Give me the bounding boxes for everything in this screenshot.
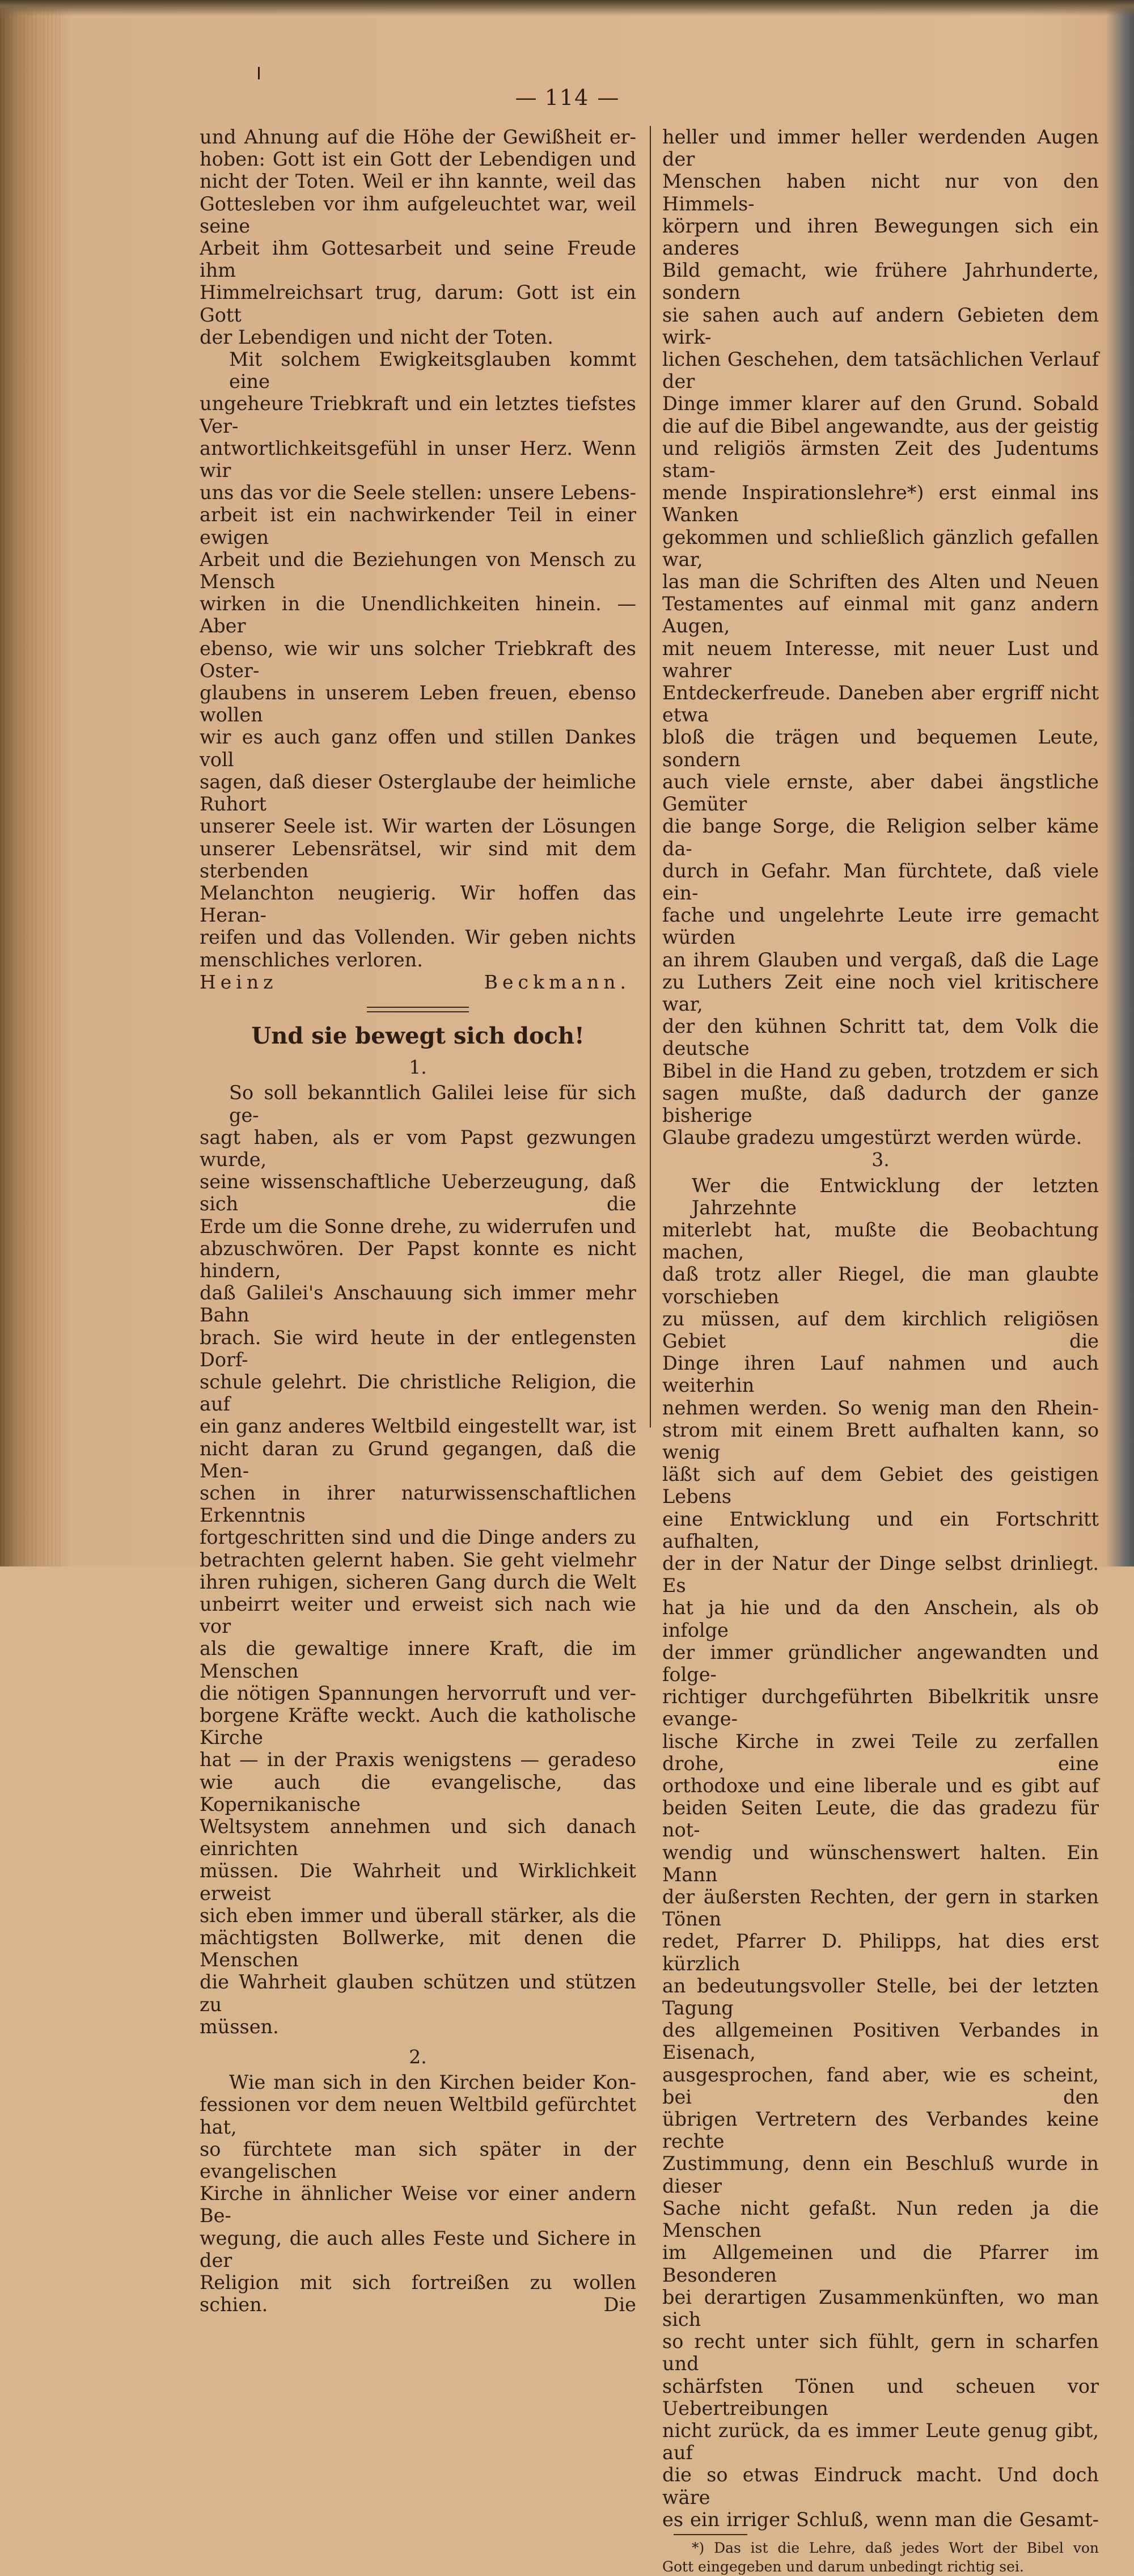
text-line: Bild gemacht, wie frühere Jahrhunderte, sondern <box>662 259 1099 304</box>
text-line: als die gewaltige innere Kraft, die im Menschen <box>200 1637 636 1682</box>
text-line: beiden Seiten Leute, die das gradezu für not- <box>662 1797 1099 1842</box>
text-line: nicht zurück, da es immer Leute genug gibt, auf <box>662 2419 1099 2464</box>
text-line: hat — in der Praxis wenigstens — geradeso <box>200 1749 636 1771</box>
text-line: im Allgemeinen und die Pfarrer im Besonderen <box>662 2241 1099 2286</box>
text-line: daß Galilei's Anschauung sich immer mehr Bahn <box>200 1282 636 1327</box>
text-line: zu müssen, auf dem kirchlich religiösen Gebiet die <box>662 1307 1099 1352</box>
text-line: betrachten gelernt haben. Sie geht vielmehr <box>200 1548 636 1571</box>
text-line: Dinge immer klarer auf den Grund. Sobald <box>662 392 1099 415</box>
text-line: wir es auch ganz offen und stillen Dankes voll <box>200 726 636 771</box>
text-line: menschliches verloren. <box>200 948 423 971</box>
text-line: brach. Sie wird heute in der entlegensten Dorf- <box>200 1326 636 1371</box>
text-line: mächtigsten Bollwerke, mit denen die Menschen <box>200 1927 636 1971</box>
page-number-dash-left: — <box>515 85 537 110</box>
text-line: wie auch die evangelische, das Kopernikanische <box>200 1771 636 1815</box>
text-line: uns das vor die Seele stellen: unsere Lebens- <box>200 482 636 504</box>
text-line: So soll bekanntlich Galilei leise für sich ge- <box>229 1082 636 1126</box>
text-line: Sache nicht gefaßt. Nun reden ja die Menschen <box>662 2197 1099 2242</box>
text-line: wirken in die Unendlichkeiten hinein. — Aber <box>200 593 636 637</box>
text-line: Wie man sich in den Kirchen beider Kon- <box>229 2071 636 2094</box>
text-line: an bedeutungsvoller Stelle, bei der letzten Tagung <box>662 1974 1099 2020</box>
text-line: Arbeit ihm Gottesarbeit und seine Freude ihm <box>200 237 636 282</box>
text-line: nicht der Toten. Weil er ihn kannte, weil das <box>200 170 636 193</box>
text-line: der Lebendigen und nicht der Toten. <box>200 326 553 348</box>
text-line: Religion mit sich fortreißen zu wollen schien. Die <box>200 2271 636 2316</box>
text-line: lichen Geschehen, dem tatsächlichen Verlauf der <box>662 348 1099 393</box>
section-3-text <box>662 1175 1099 2531</box>
text-line: eine Entwicklung und ein Fortschritt aufhalten, <box>662 1507 1099 1552</box>
right-column <box>662 126 1099 2576</box>
text-line: der äußersten Rechten, der gern in starken Tönen <box>662 1886 1099 1931</box>
column-divider <box>650 126 651 1428</box>
page-number-dash-right: — <box>597 85 619 110</box>
text-line: Melanchton neugierig. Wir hoffen das Heran- <box>200 881 636 927</box>
text-line: müssen. Die Wahrheit und Wirklichkeit erweist <box>200 1860 636 1904</box>
book-page-stack <box>0 0 62 1566</box>
section-number-2: 2. <box>409 2046 427 2068</box>
text-line: läßt sich auf dem Gebiet des geistigen Lebens <box>662 1463 1099 1508</box>
text-line: hat ja hie und da den Anschein, als ob infolge <box>662 1597 1099 1641</box>
text-line: Kirche in ähnlicher Weise vor einer andern Be- <box>200 2182 636 2227</box>
text-line: bloß die trägen und bequemen Leute, sondern <box>662 726 1099 771</box>
text-line: nicht daran zu Grund gegangen, daß die Men- <box>200 1437 636 1482</box>
text-line: unserer Seele ist. Wir warten der Lösungen <box>200 815 636 838</box>
section-2-text <box>200 2071 636 2316</box>
text-line: las man die Schriften des Alten und Neuen <box>662 571 1099 593</box>
section-number-3: 3. <box>871 1148 890 1171</box>
text-line: sich eben immer und überall stärker, als die <box>200 1904 636 1927</box>
signature: Heinz Beckmann. <box>200 970 631 993</box>
text-line: die so etwas Eindruck macht. Und doch wäre <box>662 2464 1099 2509</box>
section-number-1: 1. <box>409 1056 427 1079</box>
text-line: Entdeckerfreude. Daneben aber ergriff nicht etwa <box>662 682 1099 727</box>
text-line: borgene Kräfte weckt. Auch die katholische Kirche <box>200 1704 636 1749</box>
text-line: Erde um die Sonne drehe, zu widerrufen und <box>200 1215 636 1238</box>
text-line: *) Das ist die Lehre, daß jedes Wort der Bibel von <box>692 2539 1099 2556</box>
footnote-rule <box>674 2534 747 2535</box>
text-line: antwortlichkeitsgefühl in unser Herz. Wenn wir <box>200 437 636 482</box>
text-line: wegung, die auch alles Feste und Sichere in der <box>200 2227 636 2271</box>
section-divider <box>367 1007 469 1012</box>
text-line: mit neuem Interesse, mit neuer Lust und wahrer <box>662 637 1099 682</box>
text-line: gekommen und schließlich gänzlich gefallen war, <box>662 526 1099 571</box>
text-line: Testamentes auf einmal mit ganz andern Augen, <box>662 593 1099 637</box>
text-line: so recht unter sich fühlt, gern in scharfen und <box>662 2330 1099 2375</box>
text-line: müssen. <box>200 2015 279 2038</box>
text-line: der in der Natur der Dinge selbst drinliegt. Es <box>662 1552 1099 1597</box>
text-line: nehmen werden. So wenig man den Rhein- <box>662 1396 1099 1419</box>
text-line: Gott eingegeben und darum unbedingt richtig sei. <box>662 2558 1024 2575</box>
text-line: die Wahrheit glauben schützen und stützen zu <box>200 1971 636 2016</box>
section-2-continued <box>662 126 1099 1148</box>
text-line: Himmelreichsart trug, darum: Gott ist ein Gott <box>200 281 636 326</box>
paragraph-1 <box>200 126 636 348</box>
text-line: die nötigen Spannungen hervorruft und ver- <box>200 1682 636 1704</box>
text-line: der den kühnen Schritt tat, dem Volk die deutsche <box>662 1015 1099 1060</box>
left-column <box>200 126 636 2316</box>
paragraph-2 <box>200 348 636 971</box>
text-line: Bibel in die Hand zu geben, trotzdem er sich <box>662 1059 1099 1082</box>
text-line: an ihrem Glauben und vergaß, daß die Lage <box>662 948 1099 971</box>
text-line: fortgeschritten sind und die Dinge anders zu <box>200 1526 636 1549</box>
text-line: miterlebt hat, mußte die Beobachtung machen, <box>662 1218 1099 1264</box>
text-line: Dinge ihren Lauf nahmen und auch weiterhin <box>662 1352 1099 1397</box>
ink-mark <box>258 67 260 79</box>
text-line: fache und ungelehrte Leute irre gemacht würden <box>662 904 1099 949</box>
text-line: ungeheure Triebkraft und ein letztes tiefstes Ver- <box>200 392 636 437</box>
text-line: abzuschwören. Der Papst konnte es nicht hindern, <box>200 1237 636 1282</box>
text-line: übrigen Vertretern des Verbandes keine rechte <box>662 2108 1099 2153</box>
text-line: der immer gründlicher angewandten und folge- <box>662 1641 1099 1686</box>
text-line: ein ganz anderes Weltbild eingestellt war, ist <box>200 1415 636 1438</box>
text-line: wendig und wünschenswert halten. Ein Mann <box>662 1841 1099 1886</box>
text-line: Weltsystem annehmen und sich danach einrichten <box>200 1815 636 1860</box>
text-line: hoben: Gott ist ein Gott der Lebendigen und <box>200 148 636 171</box>
page-number-value: 114 <box>544 85 590 110</box>
text-line: redet, Pfarrer D. Philipps, hat dies erst kürzlich <box>662 1930 1099 1975</box>
text-line: unbeirrt weiter und erweist sich nach wie vor <box>200 1593 636 1638</box>
text-line: und Ahnung auf die Höhe der Gewißheit er- <box>200 126 636 148</box>
text-line: Zustimmung, denn ein Beschluß wurde in dieser <box>662 2152 1099 2197</box>
text-line: mende Inspirationslehre*) erst einmal ins Wanken <box>662 482 1099 526</box>
text-line: reifen und das Vollenden. Wir geben nichts <box>200 926 636 949</box>
text-line: Glaube gradezu umgestürzt werden würde. <box>662 1126 1082 1149</box>
text-line: Mit solchem Ewigkeitsglauben kommt eine <box>229 348 636 393</box>
text-line: Gottesleben vor ihm aufgeleuchtet war, weil seine <box>200 192 636 237</box>
text-line: Arbeit und die Beziehungen von Mensch zu Mensch <box>200 548 636 593</box>
text-line: daß trotz aller Riegel, die man glaubte vorschieben <box>662 1263 1099 1308</box>
text-line: ebenso, wie wir uns solcher Triebkraft des Oster- <box>200 637 636 682</box>
text-line: richtiger durchgeführten Bibelkritik unsre evange- <box>662 1686 1099 1730</box>
text-line: die bange Sorge, die Religion selber käme da- <box>662 815 1099 860</box>
text-line: arbeit ist ein nachwirkender Teil in einer ewigen <box>200 504 636 548</box>
book-top-edge <box>0 0 1134 16</box>
text-line: und religiös ärmsten Zeit des Judentums stam- <box>662 437 1099 482</box>
footnote <box>662 2539 1099 2576</box>
text-line: lische Kirche in zwei Teile zu zerfallen drohe, eine <box>662 1730 1099 1775</box>
text-line: heller und immer heller werdenden Augen der <box>662 126 1099 171</box>
text-line: es ein irriger Schluß, wenn man die Gesamt- <box>662 2508 1099 2531</box>
text-line: sagen mußte, daß dadurch der ganze bisherige <box>662 1082 1099 1126</box>
page-number <box>0 85 1134 110</box>
text-line: seine wissenschaftliche Ueberzeugung, daß sich die <box>200 1171 636 1215</box>
text-line: sagen, daß dieser Osterglaube der heimliche Ruhort <box>200 770 636 816</box>
text-line: orthodoxe und eine liberale und es gibt auf <box>662 1775 1099 1797</box>
text-line: so fürchtete man sich später in der evangelischen <box>200 2138 636 2183</box>
text-line: glaubens in unserem Leben freuen, ebenso wollen <box>200 682 636 727</box>
text-line: Menschen haben nicht nur von den Himmels- <box>662 170 1099 215</box>
section-1-text <box>200 1082 636 2038</box>
text-line: schule gelehrt. Die christliche Religion, die auf <box>200 1370 636 1416</box>
text-line: strom mit einem Brett aufhalten kann, so wenig <box>662 1418 1099 1463</box>
text-line: körpern und ihren Bewegungen sich ein anderes <box>662 214 1099 260</box>
text-line: ihren ruhigen, sicheren Gang durch die Welt <box>200 1570 636 1593</box>
text-line: schen in ihrer naturwissenschaftlichen Erkenntnis <box>200 1481 636 1527</box>
text-line: sie sahen auch auf andern Gebieten dem wirk- <box>662 303 1099 348</box>
text-line: des allgemeinen Positiven Verbandes in Eisenach, <box>662 2019 1099 2064</box>
text-line: durch in Gefahr. Man fürchtete, daß viele ein- <box>662 859 1099 904</box>
text-line: Wer die Entwicklung der letzten Jahrzehnte <box>692 1174 1099 1219</box>
text-line: die auf die Bibel angewandte, aus der geistig <box>662 415 1099 437</box>
text-line: zu Luthers Zeit eine noch viel kritischere war, <box>662 970 1099 1015</box>
text-line: auch viele ernste, aber dabei ängstliche Gemüter <box>662 770 1099 816</box>
text-line: bei derartigen Zusammenkünften, wo man sich <box>662 2286 1099 2330</box>
text-line: sagt haben, als er vom Papst gezwungen wurde, <box>200 1126 636 1171</box>
text-line: fessionen vor dem neuen Weltbild gefürchtet hat, <box>200 2093 636 2138</box>
text-line: ausgesprochen, fand aber, wie es scheint, bei den <box>662 2063 1099 2108</box>
article-heading: Und sie bewegt sich doch! <box>251 1022 585 1049</box>
text-line: schärfsten Tönen und scheuen vor Uebertreibungen <box>662 2375 1099 2419</box>
text-line: unserer Lebensrätsel, wir sind mit dem sterbenden <box>200 837 636 882</box>
